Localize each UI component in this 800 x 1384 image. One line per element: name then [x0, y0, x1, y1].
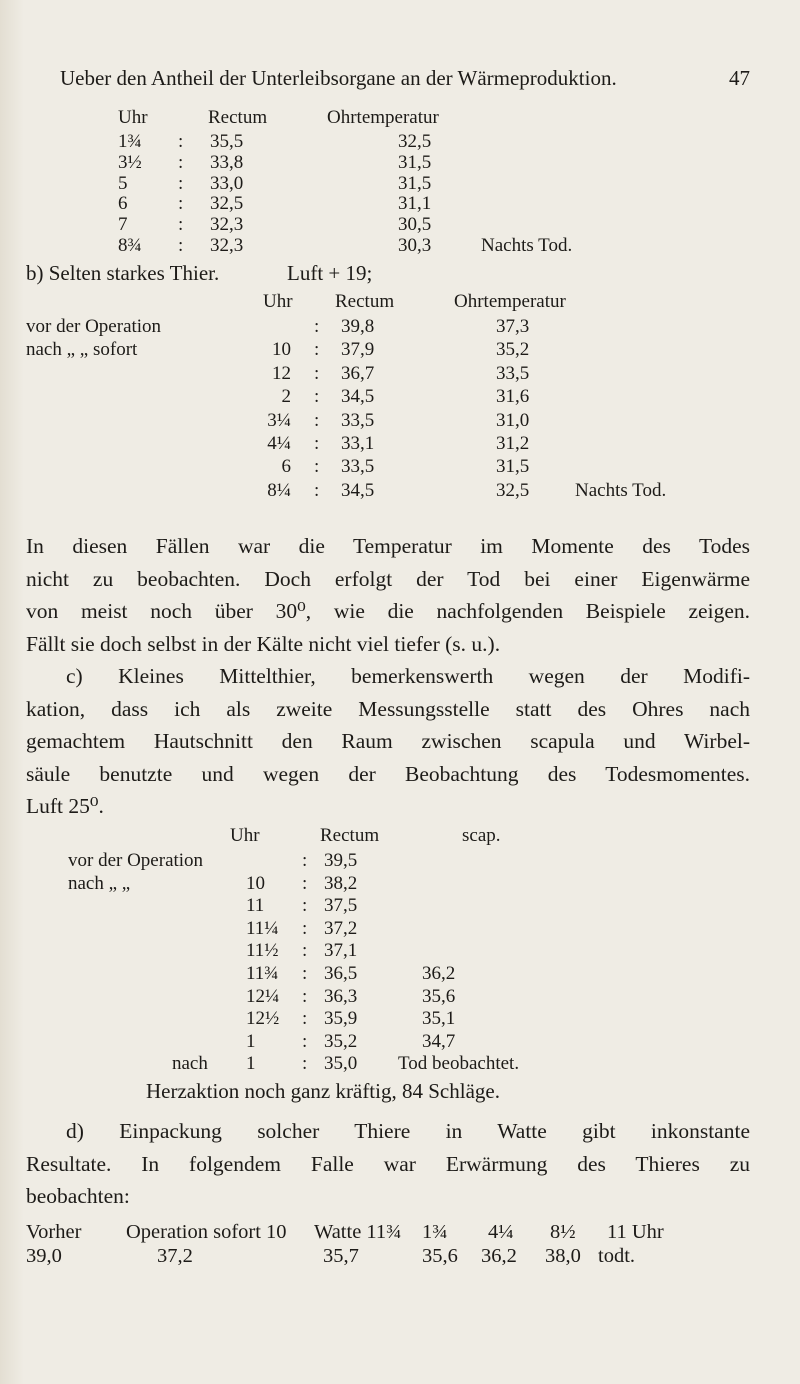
cell-scap: 36,2 — [422, 963, 456, 984]
running-header — [60, 66, 750, 91]
cell-ohrtemperatur: 30,3 — [398, 235, 432, 256]
cell-ohrtemperatur: 33,5 — [496, 362, 530, 384]
col-header-rectum: Rectum — [208, 107, 268, 128]
table-d-value-cell: 37,2 — [157, 1245, 193, 1267]
row-label: nach „ „ — [68, 872, 131, 894]
row-label: vor der Operation — [68, 850, 204, 871]
text-line: Luft 25⁰. — [26, 794, 104, 818]
cell-rectum: 36,3 — [324, 985, 358, 1007]
cell-ohrtemperatur: 32,5 — [496, 479, 530, 501]
cell-sep: : — [302, 985, 308, 1007]
col-header-uhr: Uhr — [263, 291, 293, 312]
col-header-uhr: Uhr — [230, 825, 260, 846]
cell-uhr: 11½ — [246, 940, 279, 962]
cell-ohrtemperatur: 30,5 — [398, 214, 432, 236]
paragraph-c — [26, 660, 750, 823]
cell-uhr: 1¾ — [118, 131, 142, 152]
cell-scap: 35,1 — [422, 1008, 456, 1030]
cell-uhr: 11 — [246, 895, 265, 917]
cell-sep: : — [178, 235, 184, 256]
cell-uhr: 12 — [272, 362, 291, 384]
cell-rectum: 39,5 — [324, 850, 358, 871]
cell-rectum: 33,0 — [210, 172, 244, 194]
text-line: säule benutzte und wegen der Beobachtung des Todesmomentes. — [26, 761, 750, 786]
cell-ohrtemperatur: 37,3 — [496, 316, 530, 337]
cell-ohrtemperatur: 31,5 — [398, 172, 432, 194]
cell-sep: : — [314, 316, 320, 337]
cell-rectum: 32,3 — [210, 214, 244, 236]
cell-sep: : — [302, 963, 308, 984]
table-d-header-cell: Operation sofort 10 — [126, 1221, 287, 1243]
cell-ohrtemperatur: 35,2 — [496, 339, 530, 361]
cell-sep: : — [178, 131, 184, 152]
table-d-header-cell: 11 Uhr — [607, 1221, 664, 1243]
cell-sep: : — [314, 339, 320, 361]
cell-rectum: 34,5 — [341, 479, 375, 501]
cell-sep: : — [302, 917, 308, 939]
col-header-rectum: Rectum — [335, 291, 395, 312]
cell-sep: : — [314, 479, 320, 501]
table-d-value-cell: todt. — [598, 1245, 636, 1267]
cell-uhr: 8¼ — [267, 479, 291, 501]
cell-rectum: 32,3 — [210, 235, 244, 256]
col-header-ohrtemperatur: Ohrtemperatur — [327, 107, 439, 128]
cell-uhr: 10 — [246, 872, 265, 894]
table-d-header-cell: 1¾ — [422, 1221, 448, 1243]
cell-sep: : — [178, 172, 184, 194]
table-d-header-cell: Vorher — [26, 1221, 82, 1243]
text-line: Resultate. In folgendem Falle war Erwärmung des Thieres zu — [26, 1151, 750, 1176]
cell-uhr: 1 — [246, 1030, 256, 1052]
cell-uhr: 3¼ — [267, 409, 291, 431]
paragraph-1 — [26, 530, 750, 660]
table-d-value-cell: 36,2 — [481, 1245, 517, 1267]
text-line: gemachtem Hautschnitt den Raum zwischen scapula und Wirbel- — [26, 729, 750, 753]
cell-sep: : — [302, 1053, 308, 1075]
cell-rectum: 35,5 — [210, 131, 244, 152]
table-d-header-cell: 4¼ — [488, 1221, 514, 1243]
text-line: beobachten: — [26, 1184, 130, 1208]
table-d-value-cell: 38,0 — [545, 1245, 581, 1267]
cell-sep: : — [302, 1030, 308, 1052]
cell-ohrtemperatur: 31,1 — [398, 193, 432, 215]
cell-uhr: 5 — [118, 172, 128, 194]
cell-rectum: 33,5 — [341, 409, 375, 431]
table-c-footer: Herzaktion noch ganz kräftig, 84 Schläge. — [146, 1079, 500, 1103]
section-b-title: b) Selten starkes Thier. — [26, 261, 220, 285]
col-header-scap: scap. — [462, 825, 501, 846]
cell-ohrtemperatur: 31,2 — [496, 433, 530, 454]
cell-ohrtemperatur: 31,5 — [398, 151, 432, 173]
cell-sep: : — [302, 1008, 308, 1030]
table-d-header-cell: 8½ — [550, 1221, 576, 1243]
row-label: nach — [172, 1053, 208, 1075]
cell-uhr: 2 — [281, 386, 291, 408]
cell-sep: : — [178, 214, 184, 236]
cell-ohrtemperatur: 31,0 — [496, 409, 530, 431]
cell-rectum: 38,2 — [324, 872, 358, 894]
col-header-uhr: Uhr — [118, 107, 148, 128]
cell-rectum: 35,2 — [324, 1030, 358, 1052]
cell-sep: : — [314, 456, 320, 478]
cell-scap: 35,6 — [422, 985, 456, 1007]
running-title: Ueber den Antheil der Unterleibsorgane an der Wärmeproduktion. — [60, 66, 617, 90]
cell-ohrtemperatur: 32,5 — [398, 131, 432, 152]
cell-rectum: 37,2 — [324, 917, 358, 939]
cell-rectum: 32,5 — [210, 193, 244, 215]
cell-sep: : — [314, 386, 320, 408]
col-header-ohrtemperatur: Ohrtemperatur — [454, 291, 566, 312]
cell-ohrtemperatur: 31,5 — [496, 456, 530, 478]
cell-uhr: 11¼ — [246, 917, 279, 939]
cell-rectum: 33,5 — [341, 456, 375, 478]
cell-sep: : — [178, 193, 184, 215]
page-number: 47 — [729, 66, 750, 90]
text-line: Fällt sie doch selbst in der Kälte nicht viel tiefer (s. u.). — [26, 631, 501, 656]
paragraph-d — [26, 1115, 750, 1213]
table-d-header-cell: Watte 11¾ — [314, 1221, 402, 1243]
table-d-value-cell: 35,6 — [422, 1245, 458, 1267]
section-b-air: Luft + 19; — [287, 261, 373, 285]
cell-uhr: 6 — [281, 456, 291, 478]
col-header-rectum: Rectum — [320, 825, 380, 846]
cell-rectum: 37,5 — [324, 895, 358, 917]
page-edge-shadow — [0, 0, 24, 1384]
cell-uhr: 1 — [246, 1053, 256, 1075]
cell-note: Nachts Tod. — [481, 235, 573, 256]
cell-rectum: 33,8 — [210, 151, 244, 173]
cell-rectum: 35,9 — [324, 1008, 358, 1030]
cell-scap: 34,7 — [422, 1030, 456, 1052]
cell-uhr: 12¼ — [246, 985, 280, 1007]
text-line: c) Kleines Mittelthier, bemerkenswerth wegen der Modifi- — [66, 664, 750, 688]
cell-rectum: 36,5 — [324, 963, 358, 984]
cell-sep: : — [302, 872, 308, 894]
cell-rectum: 34,5 — [341, 386, 375, 408]
cell-rectum: 37,9 — [341, 339, 375, 361]
cell-rectum: 36,7 — [341, 362, 375, 384]
table-d-value-cell: 35,7 — [323, 1245, 359, 1267]
cell-sep: : — [302, 895, 308, 917]
cell-rectum: 39,8 — [341, 316, 375, 337]
cell-rectum: 35,0 — [324, 1053, 358, 1075]
text-line: kation, dass ich als zweite Messungsstelle statt des Ohres nach — [26, 696, 750, 721]
cell-sep: : — [314, 409, 320, 431]
text-line: d) Einpackung solcher Thiere in Watte gibt inkonstante — [66, 1119, 750, 1143]
cell-uhr: 8¾ — [118, 235, 142, 256]
cell-sep: : — [178, 151, 184, 173]
cell-uhr: 4¼ — [267, 433, 291, 454]
cell-uhr: 7 — [118, 214, 128, 236]
cell-sep: : — [314, 433, 320, 454]
cell-rectum: 33,1 — [341, 433, 375, 454]
row-label: vor der Operation — [26, 316, 162, 337]
text-line: nicht zu beobachten. Doch erfolgt der Tod bei einer Eigenwärme — [26, 566, 750, 591]
cell-uhr: 6 — [118, 193, 128, 215]
table-d-value-cell: 39,0 — [26, 1245, 62, 1267]
cell-ohrtemperatur: 31,6 — [496, 386, 530, 408]
cell-sep: : — [302, 940, 308, 962]
cell-sep: : — [314, 362, 320, 384]
cell-sep: : — [302, 850, 308, 871]
cell-rectum: 37,1 — [324, 940, 358, 962]
cell-uhr: 12½ — [246, 1008, 280, 1030]
cell-uhr: 11¾ — [246, 963, 279, 984]
cell-uhr: 3½ — [118, 151, 142, 173]
text-line: In diesen Fällen war die Temperatur im Momente des Todes — [26, 534, 750, 558]
cell-note: Nachts Tod. — [575, 479, 667, 501]
text-line: von meist noch über 30⁰, wie die nachfolgenden Beispiele zeigen. — [26, 599, 750, 623]
cell-uhr: 10 — [272, 339, 291, 361]
cell-scap: Tod beobachtet. — [398, 1053, 520, 1075]
row-label: nach „ „ sofort — [26, 339, 138, 361]
